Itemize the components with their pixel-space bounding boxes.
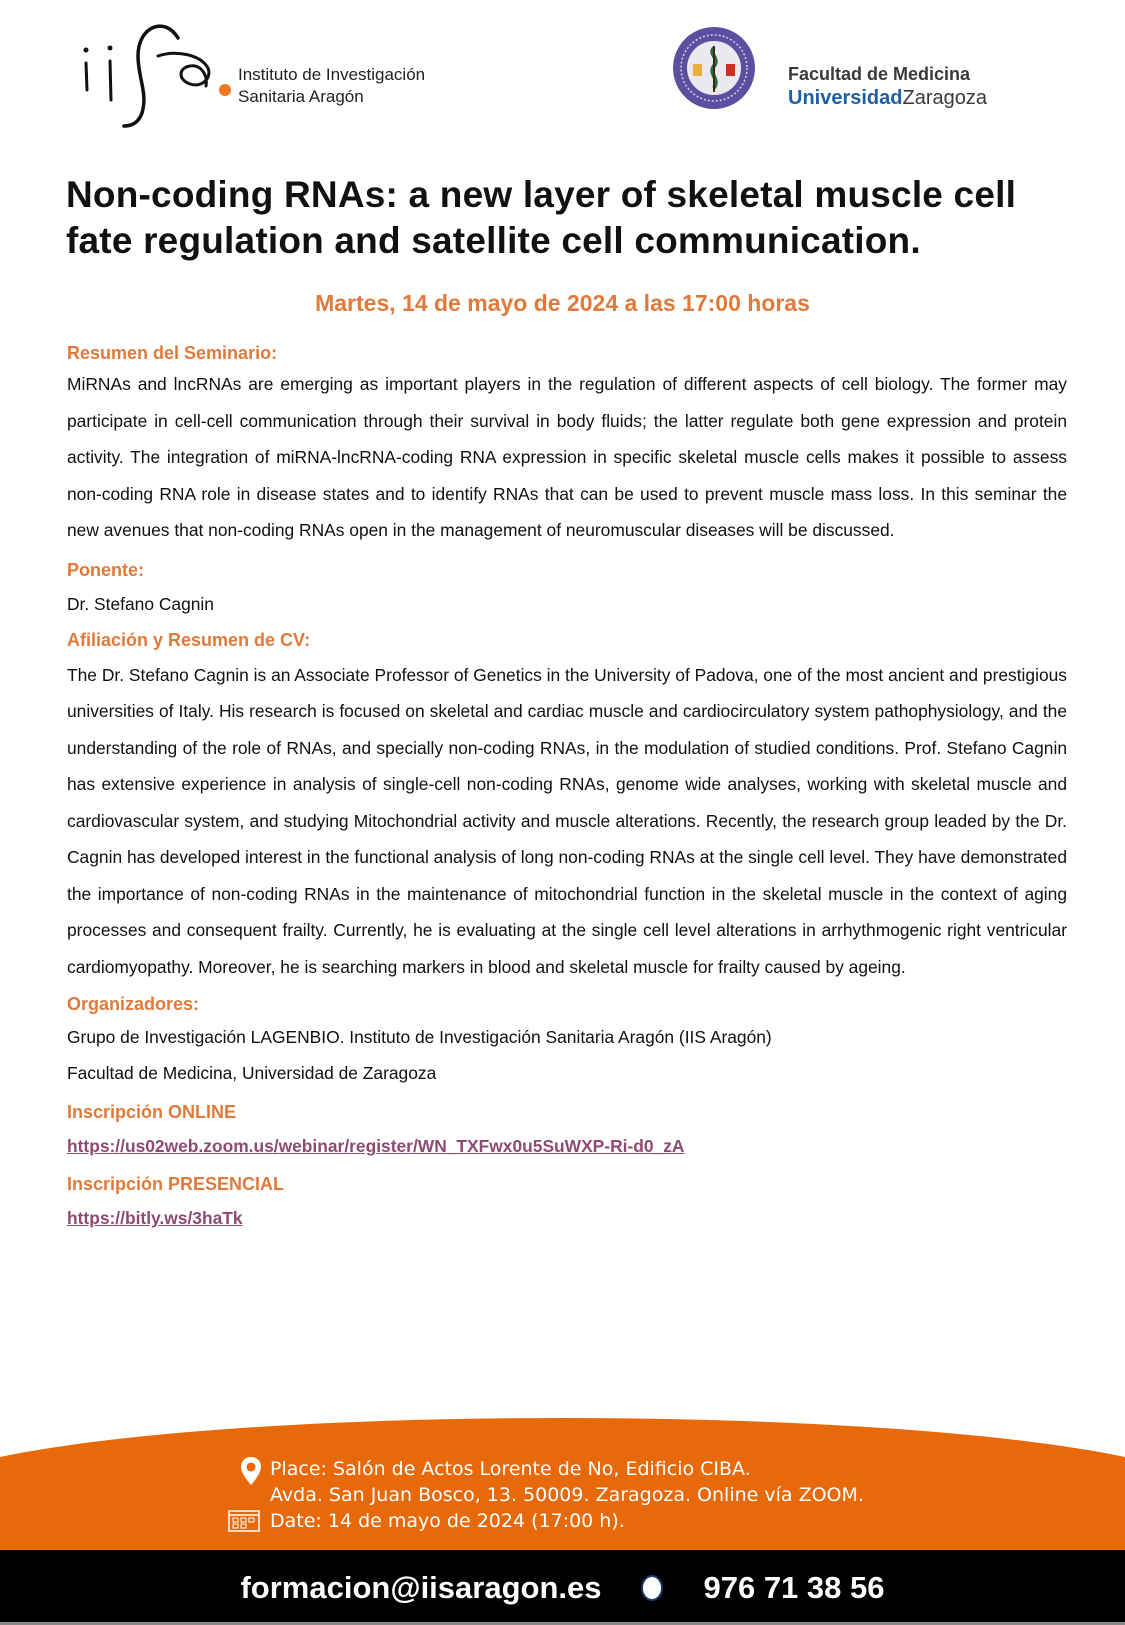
- contact-phone[interactable]: 976 71 38 56: [703, 1569, 885, 1605]
- university-name: [788, 86, 987, 110]
- speaker-heading: Ponente:: [67, 559, 145, 580]
- presencial-registration-heading: Inscripción PRESENCIAL: [67, 1174, 285, 1194]
- event-date: Martes, 14 de mayo de 2024 a las 17:00 horas: [315, 290, 810, 316]
- summary-heading: Resumen del Seminario:: [67, 343, 278, 363]
- iisa-logo-text: [238, 64, 425, 108]
- faculty-logo-text: [788, 62, 987, 110]
- summary-body: MiRNAs and lncRNAs are emerging as important players in the regulation of different aspects of cell biology. The former may participate in cell-cell communication through their survival in body fluids; the latter regulate both gene expression and protein activity. The integration of miRNA-lncRNA-coding RNA expression in specific skeletal muscle cells makes it possible to assess non-coding RNA role in disease states and to identify RNAs that can be used to prevent muscle mass loss. In this seminar the new avenues that non-coding RNAs open in the management of neuromuscular diseases will be discussed.: [67, 374, 1067, 540]
- page-title: [66, 172, 1066, 264]
- contact-email[interactable]: formacion@iisaragon.es: [240, 1569, 602, 1605]
- online-registration-link[interactable]: https://us02web.zoom.us/webinar/register/WN_TXFwx0u5SuWXP-Ri-d0_zA: [67, 1136, 685, 1156]
- place-line1: Place: Salón de Actos Lorente de No, Edificio CIBA.: [270, 1458, 751, 1480]
- organizer-2: Facultad de Medicina, Universidad de Zaragoza: [67, 1063, 437, 1083]
- speaker-name: Dr. Stefano Cagnin: [67, 593, 214, 614]
- faculty-name: Facultad de Medicina: [788, 64, 971, 84]
- orange-dot-icon: [219, 84, 231, 96]
- iisa-line2: Sanitaria Aragón: [238, 87, 364, 106]
- map-pin-icon: [240, 1456, 270, 1493]
- event-location: [240, 1456, 864, 1539]
- online-registration-heading: Inscripción ONLINE: [67, 1102, 237, 1122]
- bullet-dot-icon: [641, 1575, 663, 1601]
- iisa-line1: Instituto de Investigación: [238, 65, 426, 84]
- presencial-registration-link[interactable]: https://bitly.ws/3haTk: [67, 1208, 243, 1228]
- footer-date: Date: 14 de mayo de 2024 (17:00 h).: [270, 1510, 625, 1532]
- place-line2: Avda. San Juan Bosco, 13. 50009. Zaragoza. Online vía ZOOM.: [270, 1484, 864, 1506]
- university-city: Zaragoza: [902, 87, 987, 109]
- title-line1: Non-coding RNAs: a new layer of skeletal muscle cell: [66, 174, 1017, 215]
- cv-heading: Afiliación y Resumen de CV:: [67, 629, 311, 650]
- cv-body: The Dr. Stefano Cagnin is an Associate Professor of Genetics in the University of Padova, one of the most ancient and prestigious universities of Italy. His research is focused on skeletal and cardiac muscle and cardiocirculatory system pathophysiology, and the understanding of the role of RNAs, and specially non-coding RNAs, in the modulation of studied conditions. Prof. Stefano Cagnin has extensive experience in analysis of single-cell non-coding RNAs, genome wide analyses, working with skeletal muscle and cardiovascular system, and studying Mitochondrial activity and muscle alterations. Recently, the research group leaded by the Dr. Cagnin has developed interest in the functional analysis of long non-coding RNAs at the single cell level. They have demonstrated the importance of non-coding RNAs in the maintenance of mitochondrial function in the skeletal muscle in the context of aging processes and consequent frailty. Currently, he is evaluating at the single cell level alterations in arrhythmogenic right ventricular cardiomyopathy. Moreover, he is searching markers in blood and skeletal muscle for frailty caused by ageing.: [67, 664, 1067, 977]
- calendar-icon: [228, 1508, 270, 1539]
- faculty-seal-icon: [672, 26, 756, 110]
- university-bold: Universidad: [788, 87, 903, 109]
- organizers-heading: Organizadores:: [67, 994, 200, 1014]
- header: [0, 0, 1125, 150]
- organizer-1: Grupo de Investigación LAGENBIO. Instituto de Investigación Sanitaria Aragón (IIS Aragón): [67, 1027, 772, 1047]
- title-line2: fate regulation and satellite cell communication.: [66, 220, 921, 261]
- contact-bar: [0, 1550, 1125, 1625]
- content: [67, 340, 1067, 1243]
